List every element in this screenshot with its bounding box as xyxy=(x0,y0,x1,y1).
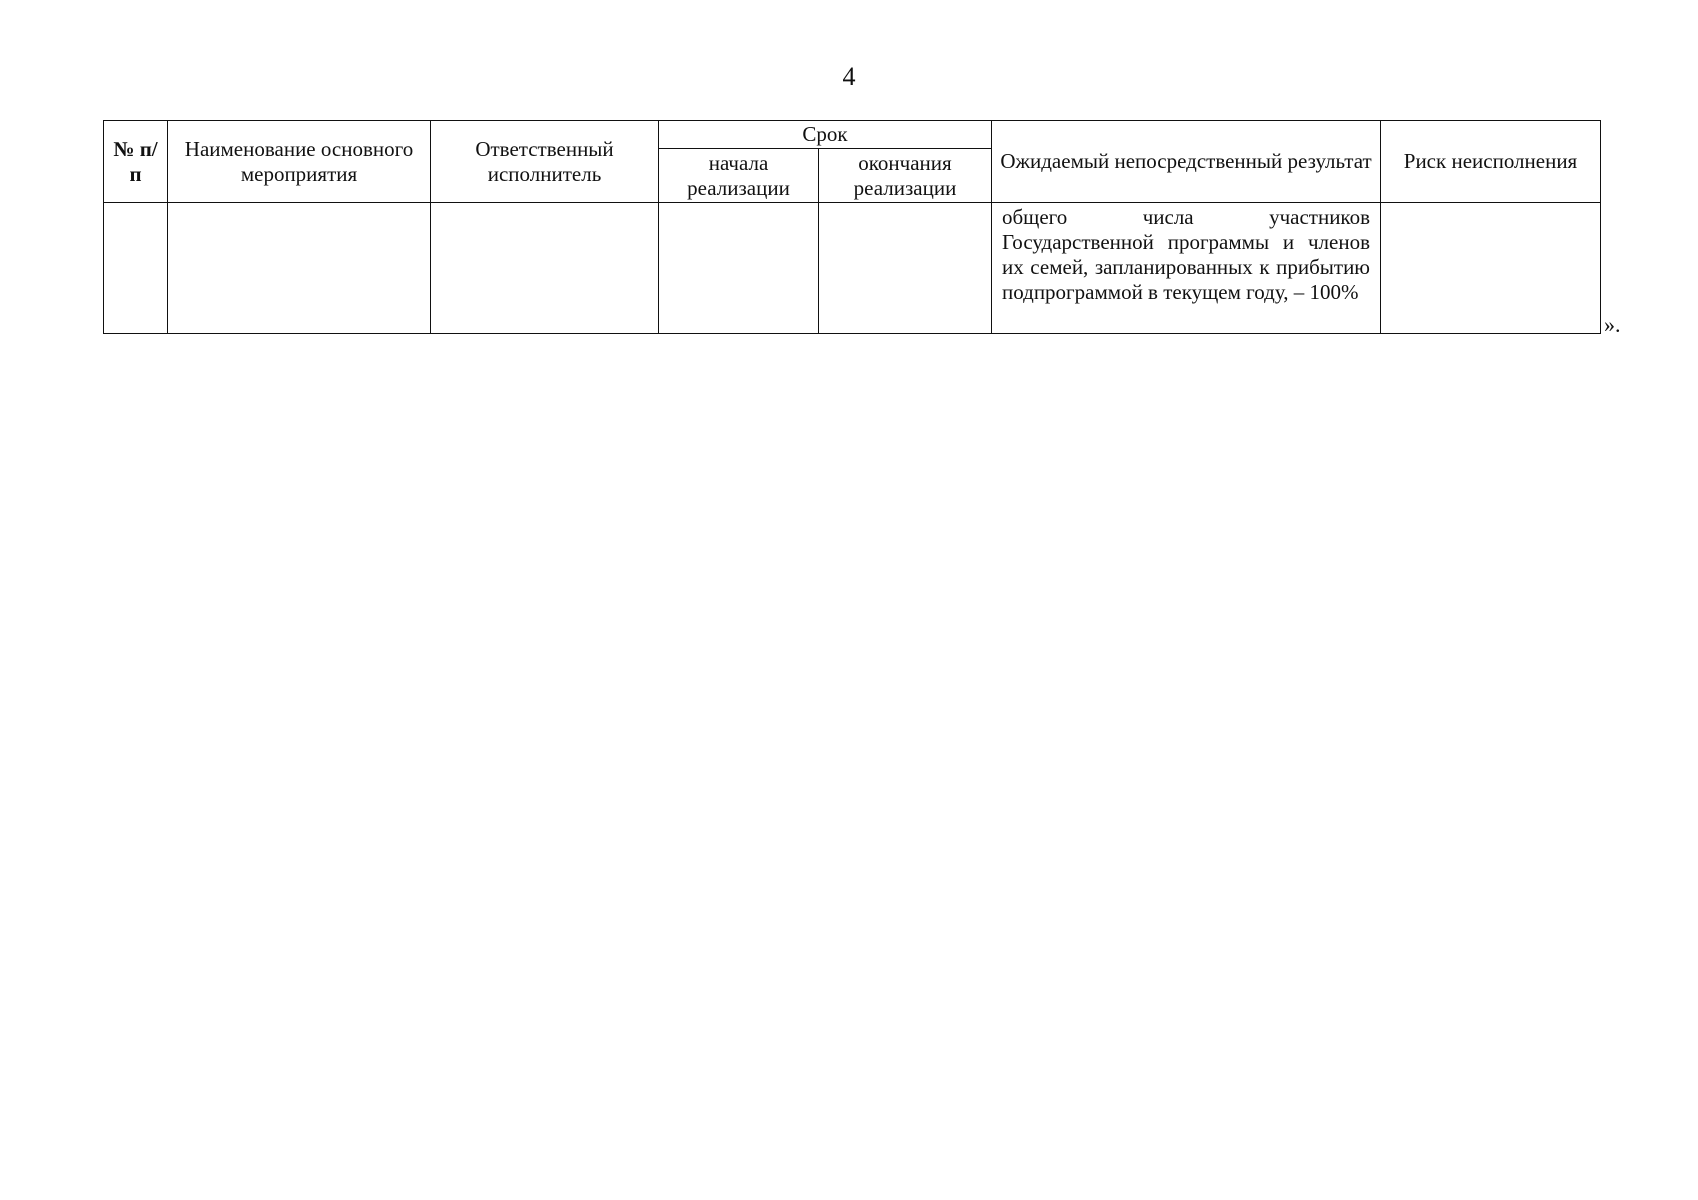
header-measure-name: Наименование основного мероприятия xyxy=(168,121,431,203)
cell-risk xyxy=(1381,203,1601,334)
cell-term-end xyxy=(819,203,992,334)
page-number: 4 xyxy=(842,62,856,91)
header-risk: Риск неисполнения xyxy=(1381,121,1601,203)
header-expected-result: Ожидаемый непосредственный результат xyxy=(992,121,1381,203)
cell-measure-name xyxy=(168,203,431,334)
header-number: № п/п xyxy=(104,121,168,203)
closing-quote: ». xyxy=(1604,312,1621,337)
header-term-start: начала реализации xyxy=(659,149,819,203)
cell-number xyxy=(104,203,168,334)
cell-expected-result: общего числа участников Государственной программы и членов их семей, запланированных к прибытию подпрограммой в текущем году, – 100% xyxy=(992,203,1381,334)
measures-table xyxy=(103,120,1601,334)
header-responsible: Ответственный исполнитель xyxy=(431,121,659,203)
header-term-end: окончания реализации xyxy=(819,149,992,203)
table-row xyxy=(104,203,1601,334)
header-term: Срок xyxy=(659,121,992,149)
cell-responsible xyxy=(431,203,659,334)
cell-term-start xyxy=(659,203,819,334)
